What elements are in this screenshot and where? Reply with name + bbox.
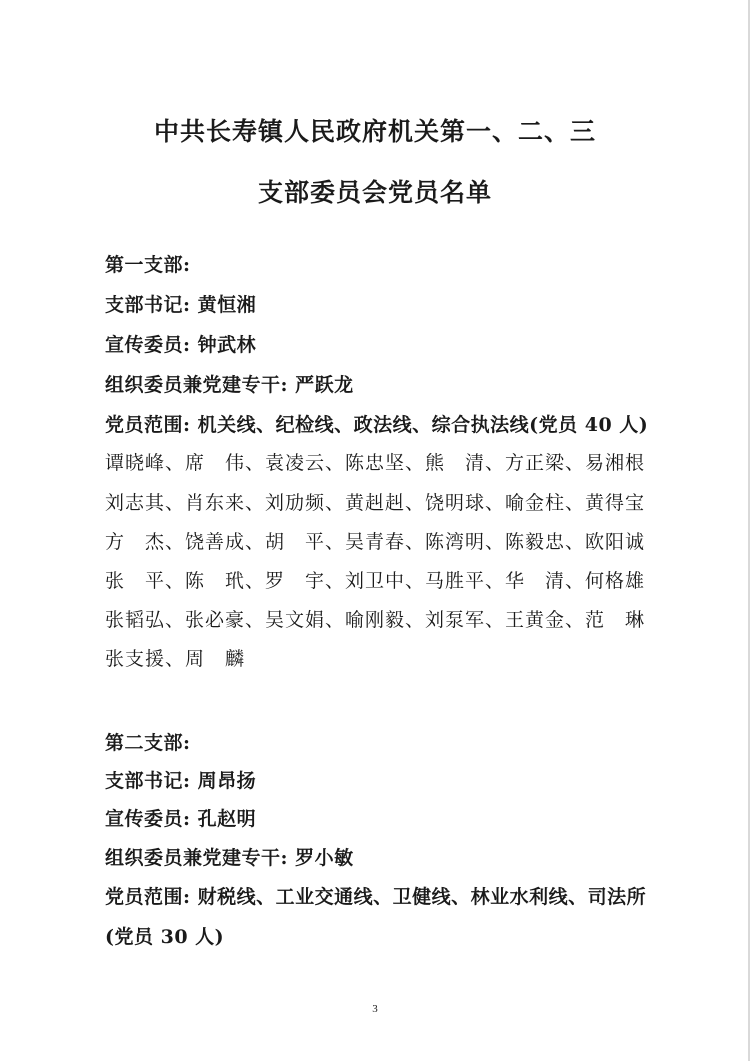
branch2-scope-continued: (党员 30 人)	[105, 926, 225, 948]
branch1-member-row: 谭晓峰、席 伟、袁凌云、陈忠坚、熊 清、方正梁、易湘根	[105, 452, 646, 474]
document-title-line-1: 中共长寿镇人民政府机关第一、二、三	[153, 117, 596, 146]
page-number: 3	[372, 1003, 378, 1015]
branch1-member-row: 张韬弘、张必豪、吴文娟、喻刚毅、刘泵军、王黄金、范 琳	[105, 609, 646, 631]
branch1-member-row: 张 平、陈 玳、罗 宇、刘卫中、马胜平、华 清、何格雄	[105, 570, 646, 592]
branch2-organization: 组织委员兼党建专干: 罗小敏	[105, 847, 354, 869]
branch1-secretary: 支部书记: 黄恒湘	[105, 294, 257, 316]
branch2-scope: 党员范围: 财税线、工业交通线、卫健线、林业水利线、司法所	[105, 886, 647, 908]
document-title-line-2: 支部委员会党员名单	[257, 178, 492, 207]
branch1-heading: 第一支部:	[105, 254, 191, 276]
branch2-secretary: 支部书记: 周昂扬	[105, 770, 257, 792]
branch2-heading: 第二支部:	[105, 732, 191, 754]
branch1-scope: 党员范围: 机关线、纪检线、政法线、综合执法线(党员 40 人)	[105, 414, 649, 436]
branch1-member-row: 刘志其、肖东来、刘劢频、黄赳赳、饶明球、喻金柱、黄得宝	[105, 492, 646, 514]
branch1-organization: 组织委员兼党建专干: 严跃龙	[105, 374, 354, 396]
branch1-member-row: 张支援、周 麟	[105, 648, 246, 670]
branch1-member-row: 方 杰、饶善成、胡 平、吴青春、陈湾明、陈毅忠、欧阳诚	[105, 531, 646, 553]
branch2-propaganda: 宣传委员: 孔赵明	[105, 808, 257, 830]
branch1-propaganda: 宣传委员: 钟武林	[105, 334, 257, 356]
